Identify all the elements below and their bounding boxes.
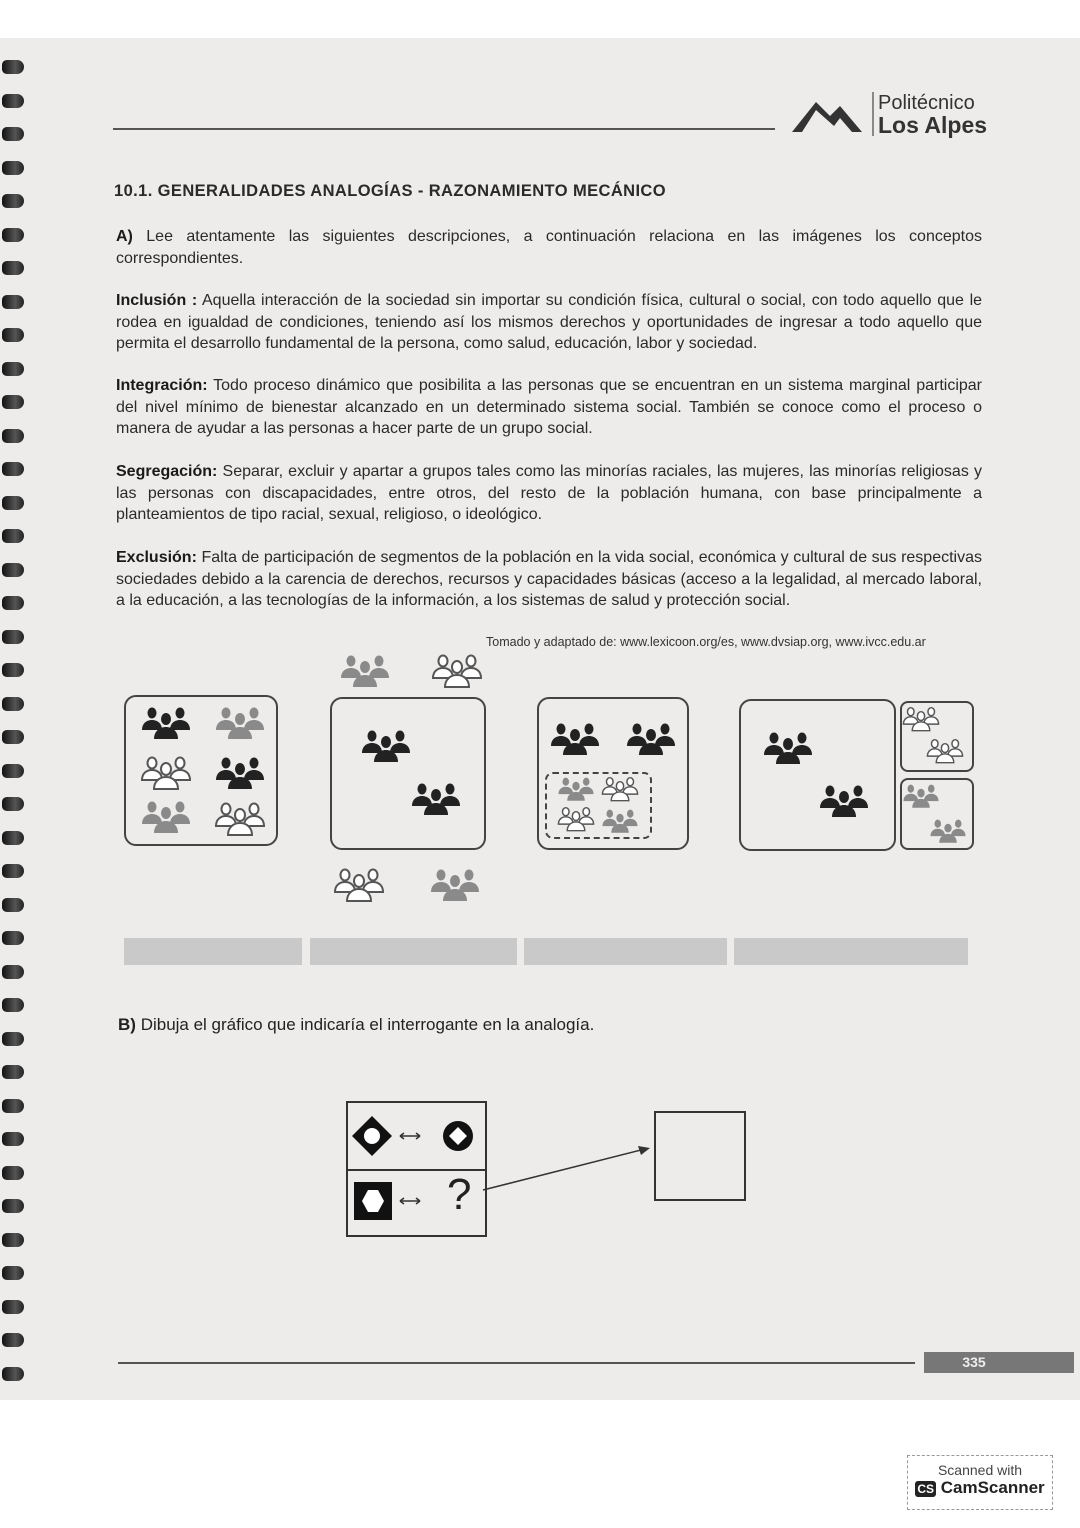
watermark-line2: CamScanner [940,1478,1045,1497]
definition-segregacion [116,461,982,526]
spiral-ring [2,529,24,543]
spiral-ring [2,1266,24,1280]
group-icon [926,738,964,764]
answer-blank-2[interactable] [310,938,517,965]
group-icon [431,654,483,688]
spiral-ring [2,429,24,443]
definition-text: Todo proceso dinámico que posibilita a las personas que se encuentran en un sistema marginal participar del nivel mínimo de bienestar alcanzado en un determinado sistema social. También se conoce como el proceso o manera de ayudar a las personas a hacer parte de un grupo social. [116,377,983,437]
spiral-ring [2,194,24,208]
definition-inclusion [116,290,982,355]
spiral-ring [2,697,24,711]
watermark-line1: Scanned with [937,1462,1023,1478]
group-icon [902,783,940,809]
spiral-ring [2,1333,24,1347]
spiral-ring [2,328,24,342]
group-icon [601,776,639,802]
group-icon [557,806,595,832]
spiral-ring [2,1367,24,1381]
spiral-ring [2,730,24,744]
question-mark: ? [447,1170,472,1219]
source-citation: Tomado y adaptado de: www.lexicoon.org/es, www.dvsiap.org, www.ivcc.edu.ar [486,635,926,649]
arrow-icon [480,1140,660,1200]
spiral-ring [2,60,24,74]
spiral-ring [2,261,24,275]
spiral-ring [2,1032,24,1046]
spiral-ring [2,1300,24,1314]
diagram-exclusion-frame [330,697,486,850]
logo-line2: Los Alpes [878,112,988,138]
group-icon [140,800,192,834]
part-b-label: B) [118,1015,136,1034]
logo [872,92,987,136]
spiral-ring [2,831,24,845]
group-icon [360,729,412,763]
group-icon [549,722,601,756]
term: Integración: [116,377,208,394]
definition-integracion [116,375,982,440]
spiral-ring [2,395,24,409]
page-number: 335 [924,1352,1074,1373]
part-b-instruction [118,1015,594,1035]
spiral-ring [2,898,24,912]
answer-blank-4[interactable] [734,938,968,965]
spiral-ring [2,228,24,242]
spiral-ring [2,496,24,510]
header-rule [113,128,775,130]
footer-rule [118,1362,915,1364]
spiral-ring [2,931,24,945]
camscanner-watermark [907,1455,1053,1510]
group-icon [429,868,481,902]
group-icon [410,782,462,816]
spiral-ring [2,998,24,1012]
spiral-ring [2,462,24,476]
group-icon [214,706,266,740]
group-icon [214,802,266,836]
instruction-text: Lee atentamente las siguientes descripciones, a continuación relaciona en las imágenes los conceptos correspondientes. [116,228,982,267]
spiral-ring [2,630,24,644]
group-icon [339,654,391,688]
spiral-ring [2,1132,24,1146]
camscanner-logo-icon: CS [917,1482,934,1496]
definition-text: Separar, excluir y apartar a grupos tales como las minorías raciales, las mujeres, las minorías religiosas y las personas con discapacidades, entre otros, del resto de la población humana, con base principalmente a planteamientos de tipo racial, sexual, religioso, o ideológico. [116,463,982,523]
group-icon [333,868,385,902]
spiral-ring [2,1166,24,1180]
spiral-ring [2,94,24,108]
spiral-ring [2,1233,24,1247]
spiral-ring [2,797,24,811]
instruction-text: Dibuja el gráfico que indicaría el interrogante en la analogía. [140,1015,595,1034]
group-icon [902,706,940,732]
group-icon [601,808,639,834]
spiral-ring [2,965,24,979]
logo-mountains-icon [790,92,865,136]
spiral-ring [2,764,24,778]
diagram-segregacion-frame [739,699,896,851]
spiral-binding [0,60,30,1400]
logo-line1: Politécnico [878,92,975,114]
group-icon [140,706,192,740]
group-icon [762,731,814,765]
group-icon [140,756,192,790]
spiral-ring [2,127,24,141]
group-icon [557,776,595,802]
spiral-ring [2,563,24,577]
group-icon [818,784,870,818]
answer-blank-3[interactable] [524,938,727,965]
spiral-ring [2,1065,24,1079]
answer-drawing-box[interactable] [654,1111,746,1201]
term: Segregación: [116,463,218,480]
definition-text: Falta de participación de segmentos de la población en la vida social, económica y cultural de sus respectivas sociedades debido a la carencia de derechos, recursos y capacidades básicas (acceso a la legalidad, al mercado laboral, a la educación, a las tecnologías de la información, a los sistemas de salud y protección social. [116,549,982,609]
term: Exclusión: [116,549,197,566]
spiral-ring [2,1199,24,1213]
section-title: 10.1. GENERALIDADES ANALOGÍAS - RAZONAMIENTO MECÁNICO [114,182,666,200]
group-icon [214,756,266,790]
definition-text: Aquella interacción de la sociedad sin importar su condición física, cultural o social, con todo aquello que le rodea en igualdad de condiciones, teniendo así los mismos derechos y oportunidades de ingresar a todo aquello que permita el desarrollo fundamental de la persona, como salud, educación, labor y sociedad. [116,292,983,352]
term: Inclusión : [116,292,198,309]
spiral-ring [2,1099,24,1113]
spiral-ring [2,362,24,376]
group-icon [929,818,967,844]
spiral-ring [2,663,24,677]
part-a-instruction [116,226,982,269]
spiral-ring [2,295,24,309]
part-a-label: A) [116,228,133,245]
spiral-ring [2,864,24,878]
group-icon [625,722,677,756]
definition-exclusion [116,547,982,612]
answer-blank-1[interactable] [124,938,302,965]
spiral-ring [2,596,24,610]
spiral-ring [2,161,24,175]
